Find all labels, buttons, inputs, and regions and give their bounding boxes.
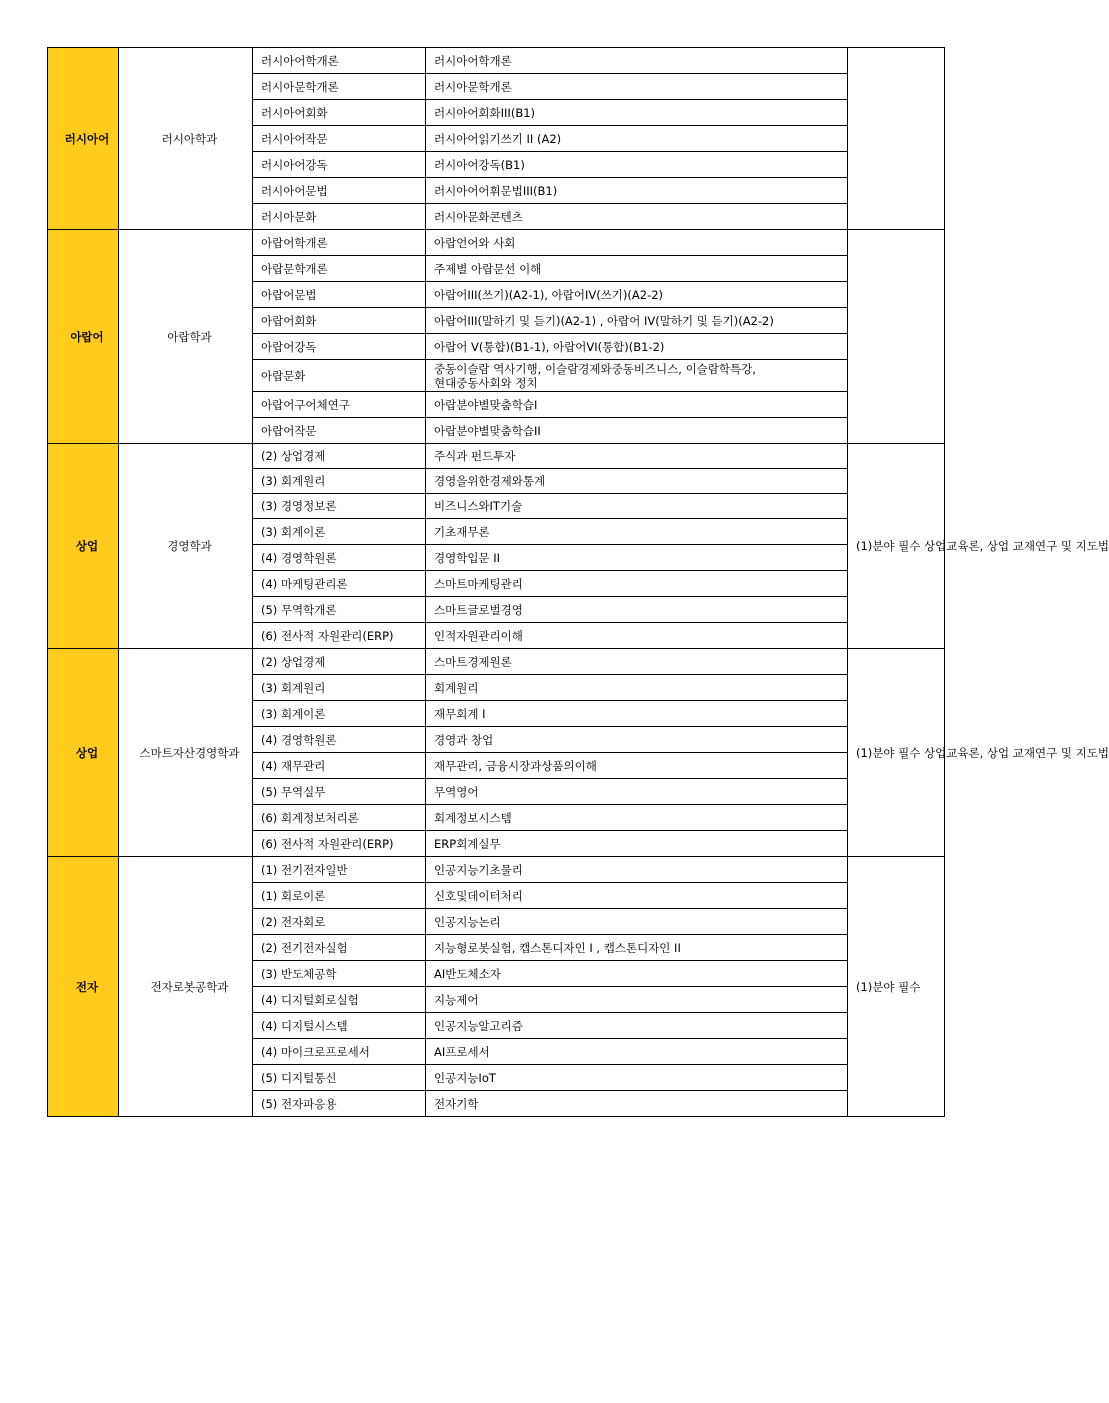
- teaching-area-cell: (1) 회로이론: [253, 883, 426, 909]
- note-cell: [848, 48, 945, 230]
- teaching-area-cell: (5) 디지털통신: [253, 1065, 426, 1091]
- subject-cell: 상업: [48, 444, 119, 649]
- course-cell: 인공지능알고리즘: [426, 1013, 848, 1039]
- course-cell: AI프로세서: [426, 1039, 848, 1065]
- teaching-area-cell: 러시아어학개론: [253, 48, 426, 74]
- course-cell: ERP회계실무: [426, 831, 848, 857]
- teaching-area-cell: (1) 전기전자일반: [253, 857, 426, 883]
- course-cell: 러시아문화콘텐츠: [426, 204, 848, 230]
- note-cell: (1)분야 필수 상업교육론, 상업 교재연구 및 지도법: [848, 649, 945, 857]
- department-cell: 스마트자산경영학과: [119, 649, 253, 857]
- course-cell: 아랍언어와 사회: [426, 230, 848, 256]
- teaching-area-cell: (5) 무역학개론: [253, 597, 426, 623]
- teaching-area-cell: 아랍어학개론: [253, 230, 426, 256]
- course-cell: 러시아어강독(B1): [426, 152, 848, 178]
- teaching-area-cell: 아랍어회화: [253, 308, 426, 334]
- course-cell: 아랍분야별맞춤학습II: [426, 418, 848, 444]
- course-cell: AI반도체소자: [426, 961, 848, 987]
- course-cell: 아랍어III(말하기 및 듣기)(A2-1) , 아랍어 IV(말하기 및 듣기)(A2-2): [426, 308, 848, 334]
- course-cell: 회계원리: [426, 675, 848, 701]
- course-cell: 경영을위한경제와통계: [426, 469, 848, 494]
- note-cell: [848, 230, 945, 444]
- teaching-area-cell: 러시아어강독: [253, 152, 426, 178]
- course-cell: 아랍어 V(통합)(B1-1), 아랍어VI(통합)(B1-2): [426, 334, 848, 360]
- table-row: [48, 48, 945, 74]
- course-cell: 아랍어III(쓰기)(A2-1), 아랍어IV(쓰기)(A2-2): [426, 282, 848, 308]
- teaching-area-cell: (2) 상업경제: [253, 444, 426, 469]
- curriculum-table-body: [48, 48, 1109, 1117]
- teaching-area-cell: 아랍어강독: [253, 334, 426, 360]
- course-cell: 주식과 펀드투자: [426, 444, 848, 469]
- department-cell: 경영학과: [119, 444, 253, 649]
- table-row: [48, 857, 945, 883]
- teaching-area-cell: (4) 마이크로프로세서: [253, 1039, 426, 1065]
- course-cell: 전자기학: [426, 1091, 848, 1117]
- teaching-area-cell: (4) 경영학원론: [253, 545, 426, 571]
- teaching-area-cell: 러시아어회화: [253, 100, 426, 126]
- course-cell: 러시아어학개론: [426, 48, 848, 74]
- teaching-area-cell: (4) 디지털회로실험: [253, 987, 426, 1013]
- teaching-area-cell: 아랍문학개론: [253, 256, 426, 282]
- teaching-area-cell: (3) 회계이론: [253, 519, 426, 545]
- department-cell: 아랍학과: [119, 230, 253, 444]
- note-cell: (1)분야 필수: [848, 857, 945, 1117]
- table-row: [48, 444, 945, 469]
- teaching-area-cell: (3) 회계원리: [253, 675, 426, 701]
- teaching-area-cell: (2) 전자회로: [253, 909, 426, 935]
- course-cell: 인공지능기초물리: [426, 857, 848, 883]
- course-cell: 스마트글로벌경영: [426, 597, 848, 623]
- teaching-area-cell: 아랍어구어체연구: [253, 392, 426, 418]
- subject-cell: 상업: [48, 649, 119, 857]
- subject-cell: 러시아어: [48, 48, 119, 230]
- teaching-area-cell: 러시아어문법: [253, 178, 426, 204]
- course-cell: 아랍분야별맞춤학습I: [426, 392, 848, 418]
- course-cell: 인적자원관리이해: [426, 623, 848, 649]
- course-cell: 스마트마케팅관리: [426, 571, 848, 597]
- course-cell: 러시아문학개론: [426, 74, 848, 100]
- teaching-area-cell: (4) 마케팅관리론: [253, 571, 426, 597]
- course-cell: 스마트경제원론: [426, 649, 848, 675]
- department-cell: 전자로봇공학과: [119, 857, 253, 1117]
- teaching-area-cell: (5) 무역실무: [253, 779, 426, 805]
- course-cell: 주제별 아랍문선 이해: [426, 256, 848, 282]
- course-cell: 재무회계 I: [426, 701, 848, 727]
- department-cell: 러시아학과: [119, 48, 253, 230]
- subject-cell: 아랍어: [48, 230, 119, 444]
- teaching-area-cell: 아랍어문법: [253, 282, 426, 308]
- course-cell: 기초재무론: [426, 519, 848, 545]
- course-cell: 지능형로봇실험, 캡스톤디자인 I , 캡스톤디자인 II: [426, 935, 848, 961]
- teaching-area-cell: 러시아문학개론: [253, 74, 426, 100]
- teaching-area-cell: (4) 재무관리: [253, 753, 426, 779]
- teaching-area-cell: (4) 디지털시스템: [253, 1013, 426, 1039]
- course-cell: 러시아어회화III(B1): [426, 100, 848, 126]
- teaching-area-cell: (2) 전기전자실험: [253, 935, 426, 961]
- teaching-area-cell: (3) 반도체공학: [253, 961, 426, 987]
- course-cell: 재무관리, 금융시장과상품의이해: [426, 753, 848, 779]
- course-cell: 경영학입문 II: [426, 545, 848, 571]
- teaching-area-cell: (5) 전자파응용: [253, 1091, 426, 1117]
- teaching-area-cell: 러시아문화: [253, 204, 426, 230]
- teaching-area-cell: 아랍문화: [253, 360, 426, 392]
- course-cell: 회계정보시스템: [426, 805, 848, 831]
- course-cell: 러시아어어휘문법III(B1): [426, 178, 848, 204]
- course-cell: 신호및데이터처리: [426, 883, 848, 909]
- course-cell: 인공지능논리: [426, 909, 848, 935]
- table-row: [48, 649, 945, 675]
- teaching-area-cell: (6) 전사적 자원관리(ERP): [253, 623, 426, 649]
- course-cell: 비즈니스와IT기술: [426, 494, 848, 519]
- teaching-area-cell: (2) 상업경제: [253, 649, 426, 675]
- subject-cell: 전자: [48, 857, 119, 1117]
- teaching-area-cell: (3) 회계원리: [253, 469, 426, 494]
- teaching-area-cell: (4) 경영학원론: [253, 727, 426, 753]
- teaching-area-cell: (6) 회계정보처리론: [253, 805, 426, 831]
- course-cell: 무역영어: [426, 779, 848, 805]
- teaching-area-cell: 아랍어작문: [253, 418, 426, 444]
- course-cell: 인공지능IoT: [426, 1065, 848, 1091]
- teaching-area-cell: (6) 전사적 자원관리(ERP): [253, 831, 426, 857]
- course-cell: 러시아어읽기쓰기 II (A2): [426, 126, 848, 152]
- teaching-area-cell: 러시아어작문: [253, 126, 426, 152]
- course-cell: 지능제어: [426, 987, 848, 1013]
- teaching-area-cell: (3) 경영정보론: [253, 494, 426, 519]
- course-cell: 중동이슬람 역사기행, 이슬람경제와중동비즈니스, 이슬람학특강, 현대중동사회와 정치: [426, 360, 848, 392]
- course-cell: 경영과 창업: [426, 727, 848, 753]
- teaching-area-cell: (3) 회계이론: [253, 701, 426, 727]
- table-row: [48, 230, 945, 256]
- note-cell: (1)분야 필수 상업교육론, 상업 교재연구 및 지도법: [848, 444, 945, 649]
- curriculum-table: [47, 47, 1109, 1117]
